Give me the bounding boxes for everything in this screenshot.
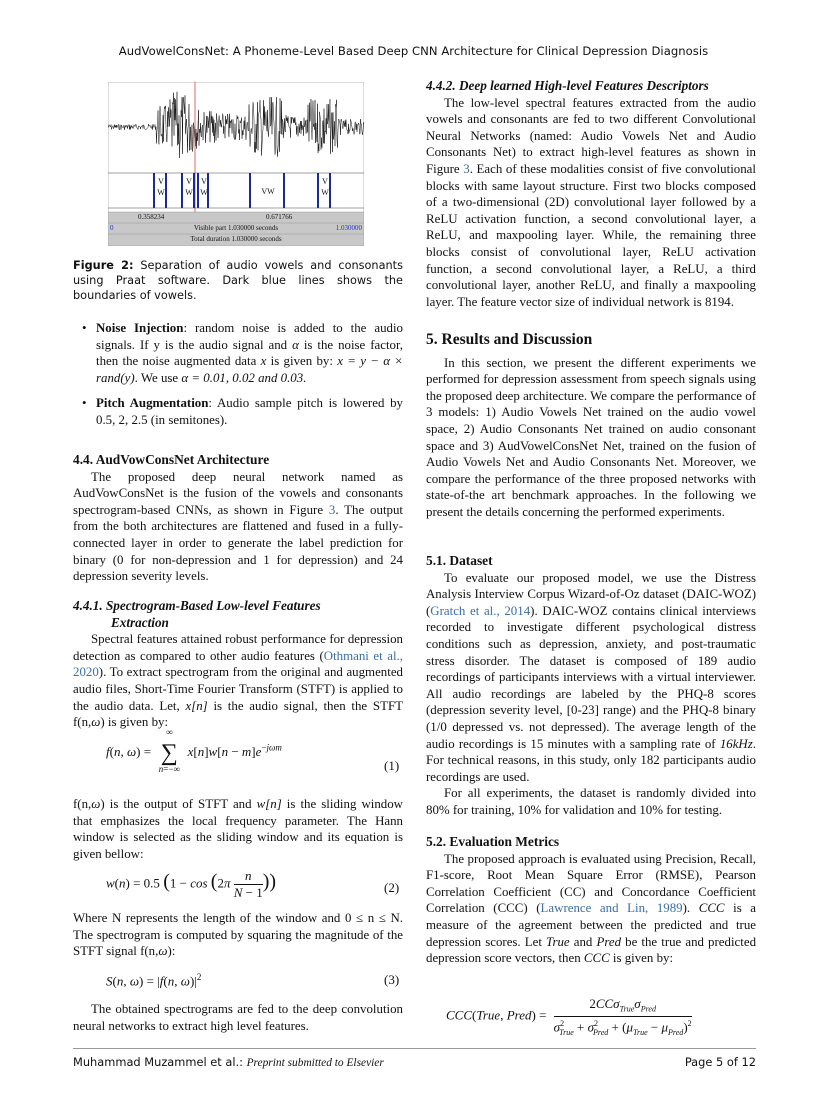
caption-text: Separation of audio vowels and consonants using Praat software. Dark blue lines shows the boundaries of vowels. bbox=[73, 259, 403, 303]
praat-waveform bbox=[108, 82, 364, 246]
paragraph: The low-level spectral features extracted from the audio vowels and consonants are fed to two different Convolutional Neural Networks (named: Audio Vowels Net and Audio Consonants Net) to extract high-level features as shown in Figure 3. Each of these modalities consist of five convolutional blocks with same layout structure. First two blocks composed of a two-dimensional (2D) convolutional layer followed by a ReLU activation function, a second convolutional layer, a ReLU, and maxpooling layer. While, the remaining three blocks consist of convolutional layer, ReLU activation function, a second convolutional layer, a ReLU, a third convolutional layer, another ReLU, and finally a maxpooling layer. The feature vector size of individual network is 8194. bbox=[426, 95, 756, 309]
paragraph: The proposed deep neural network named as AudVowConsNet is the fusion of the vowels and consonants spectrogram-based CNNs, as shown in Figure 3. The output from the both architectures are flattened and fused in a fully-connected layer in order to generate the label prediction for binary (0 for non-depression and 1 for depression) and 24 depression severity levels. bbox=[73, 469, 404, 584]
section-5 bbox=[426, 332, 756, 521]
paragraph-after-eq2: Where N represents the length of the window and 0 ≤ n ≤ N. The spectrogram is computed by squaring the magnitude of the STFT signal f(n,ω): bbox=[73, 911, 403, 959]
section-4-4-2 bbox=[426, 78, 756, 310]
equation-3: S(n, ω) = |f(n, $\omega)|^2$ bbox=[106, 972, 202, 989]
visible-right: 1.030000 bbox=[335, 224, 362, 232]
paragraph: Spectral features attained robust performance for depression detection as compared to other audio features (Othmani et al., 2020). To extract spectrogram from the original and augmented audio files, Short-Time Fourier Transform (STFT) is applied to the audio data. Let, x[n] is the audio signal, then the STFT f(n,ω) is given by: bbox=[73, 632, 403, 730]
paragraph: The proposed approach is evaluated using Precision, Recall, F1-score, Root Mean Square Error (RMSE), Pearson Correlation Coefficient (CC) and Concordance Coefficient Correlation (CCC) (Lawrence and Lin, 1989). CCC is a measure of the agreement between the predicted and true depression scores. Let True and Pred be the true and predicted depression score vectors, then CCC is given by: bbox=[426, 851, 757, 966]
paragraph: In this section, we present the different experiments we performed for depression assessment from speech signals using the proposed deep architecture. We compare the performance of 3 models: 1) Audio Vowels Net trained on the audio vowel space, 2) Audio Consonants Net trained on audio consonant space and 3) AudVowelConsNet Net, trained on the fusion of Audio Vowels Net and Audio Consonants Net. Moreover, we compare the performance of the three proposed networks with state-of-the art benchmark approaches. In the following we present the details concerning the performed experiments. bbox=[426, 355, 756, 519]
section-heading: 5.1. Dataset bbox=[426, 553, 493, 568]
section-4-4-1: 4.4.1. Spectrogram-Based Low-level Features Extraction Spectral features attained robust performance for depression detection as compared to other audio features (Othmani et al., 2020). To extract spectrogram from the original and augmented audio files, Short-Time Fourier Transform (STFT) is applied to the audio data. Let, x[n] is the audio signal, then the STFT f(n,ω) is given by: bbox=[73, 598, 403, 730]
caption-label: Figure 2: bbox=[73, 259, 134, 272]
figure-2-caption bbox=[73, 258, 403, 304]
bullet-pitch: • Pitch Augmentation: Audio sample pitch is lowered by 0.5, 2, 2.5 (in semitones). bbox=[76, 395, 403, 428]
running-header: AudVowelConsNet: A Phoneme-Level Based Deep CNN Architecture for Clinical Depression Diagnosis bbox=[118, 44, 709, 58]
paragraph: For all experiments, the dataset is randomly divided into 80% for training, 10% for validation and 10% for testing. bbox=[426, 786, 756, 817]
tier-label-2: V W bbox=[185, 177, 193, 197]
equation-1: f(n, ω) = ∞ ∑ n=−∞ $x[n]w[n - m]e^{-j\omega m}$ bbox=[106, 727, 282, 774]
section-5-2 bbox=[426, 834, 756, 967]
page-number: Page 5 of 12 bbox=[684, 1055, 756, 1069]
tier-label-1: V W bbox=[157, 177, 165, 197]
paragraph-after-eq1: f(n,ω) is the output of STFT and w[n] is the sliding window that emphasizes the local frequency parameter. The Hann window is selected as the sliding window and its equation is given bellow: bbox=[73, 797, 403, 861]
total-duration: Total duration 1.030000 seconds bbox=[190, 235, 282, 243]
tier-label-4: VW bbox=[261, 187, 275, 196]
paragraph: To evaluate our proposed model, we use the Distress Analysis Interview Corpus Wizard-of-Oz dataset (DAIC-WOZ) (Gratch et al., 2014). DAIC-WOZ contains clinical interviews recorded to investigate different psychological distress conditions such as depression, anxiety, and post-traumatic stress disorder. The dataset is composed of 189 audio recordings of participants interviews with a virtual interviewer. All audio recordings are labeled by the PHQ-8 scores (depression severity level, [0-23] range) and the PHQ-8 binary (1/0 depressed vs. not depressed). The average length of the audio recordings is 15 minutes with a sampling rate of 16kHz. For technical reasons, in this study, only 182 participants audio recordings are used. bbox=[426, 570, 757, 784]
bullet-noise: • Noise Injection: random noise is added to the audio signals. If y is the audio signal and α is the noise factor, then the noise augmented data x is given by: x = y − α × rand(y). We use α = 0.01, 0.02 and 0.03. bbox=[76, 320, 403, 386]
section-4-4 bbox=[73, 452, 403, 585]
equation-3-number: (3) bbox=[384, 972, 400, 987]
equation-1-number: (1) bbox=[384, 758, 400, 773]
paragraph-last: The obtained spectrograms are fed to the deep convolution neural networks to extract high level features. bbox=[73, 1002, 403, 1033]
section-heading: 4.4. AudVowConsNet Architecture bbox=[73, 452, 270, 467]
visible-part: Visible part 1.030000 seconds bbox=[193, 224, 279, 232]
time-left: 0.358234 bbox=[138, 213, 165, 221]
tier-label-3: V W bbox=[200, 177, 208, 197]
section-heading: 5.2. Evaluation Metrics bbox=[426, 834, 560, 849]
section-5-1 bbox=[426, 553, 756, 819]
footer-rule bbox=[73, 1048, 756, 1049]
subsection-heading: 4.4.2. Deep learned High-level Features Descriptors bbox=[426, 78, 709, 93]
visible-left: 0 bbox=[110, 224, 114, 232]
equation-2: w(n) = 0.5 (1 − cos (2π $\frac{n}{N - 1}$ )) bbox=[106, 868, 277, 900]
footer-left: Muhammad Muzammel et al.: Preprint submitted to Elsevier bbox=[73, 1055, 384, 1069]
augmentation-list bbox=[76, 320, 403, 429]
equation-2-number: (2) bbox=[384, 880, 400, 895]
tier-label-5: V W bbox=[321, 177, 329, 197]
section-heading: 5. Results and Discussion bbox=[426, 331, 593, 348]
equation-ccc: CCC(True, Pred) = $\frac{2CC\sigma_{True}\sigma_{Pred}}{\sigma^2_{True} + \sigma^2_{Pred} + (\mu_{True} - \mu_{Pred})^2}$ bbox=[446, 996, 692, 1037]
figure-2 bbox=[108, 82, 364, 246]
subsection-heading: 4.4.1. Spectrogram-Based Low-level Features bbox=[73, 598, 321, 613]
time-right: 0.671766 bbox=[266, 213, 293, 221]
